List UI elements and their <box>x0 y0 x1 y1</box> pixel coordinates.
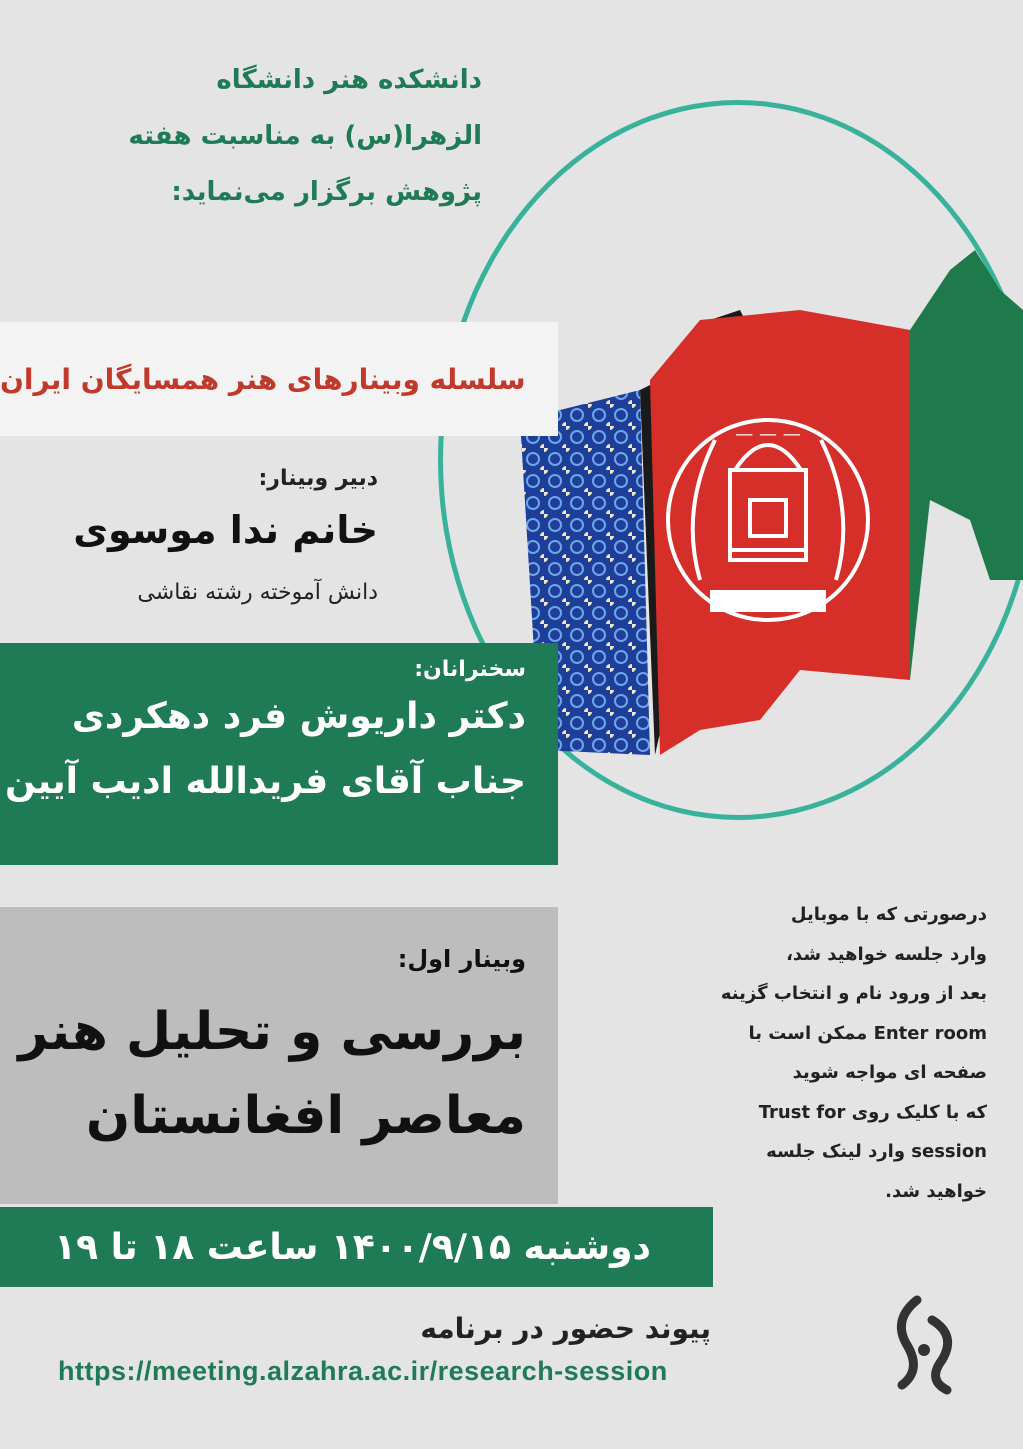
webinar-label: وبینار اول: <box>397 945 526 973</box>
series-title: سلسله وبینارهای هنر همسایگان ایران <box>0 362 526 396</box>
note-line: که با کلیک روی Trust for <box>758 1101 987 1123</box>
webinar-panel <box>0 907 558 1204</box>
date-time: دوشنبه ۱۴۰۰/۹/۱۵ ساعت ۱۸ تا ۱۹ <box>54 1226 651 1268</box>
intro-line-1: دانشکده هنر دانشگاه <box>216 65 482 95</box>
host-description: دانش آموخته رشته نقاشی <box>137 580 378 605</box>
link-label: پیوند حضور در برنامه <box>420 1312 711 1345</box>
svg-text:— — —: — — — <box>735 424 801 445</box>
meeting-link[interactable]: https://meeting.alzahra.ac.ir/research-session <box>58 1356 668 1386</box>
webinar-title-line-1: بررسی و تحلیل هنر <box>18 1002 526 1062</box>
intro-text <box>50 52 482 220</box>
university-logo <box>862 1290 992 1400</box>
note-line: صفحه ای مواجه شوید <box>792 1062 987 1083</box>
intro-line-2: الزهرا(س) به مناسبت هفته <box>128 121 482 151</box>
speakers-panel <box>0 643 558 865</box>
note-line: درصورتی که با موبایل <box>790 904 987 925</box>
host-label: دبیر وبینار: <box>258 466 378 491</box>
mobile-note <box>712 895 987 1211</box>
note-line: وارد جلسه خواهید شد، <box>786 943 987 965</box>
note-line: خواهید شد. <box>885 1180 987 1202</box>
speaker-name-2: جناب آقای فریدالله ادیب آیین <box>5 761 526 802</box>
afghanistan-flag-map-image <box>500 250 1023 770</box>
date-time-band <box>0 1207 713 1287</box>
speaker-name-1: دکتر داریوش فرد دهکردی <box>71 696 526 737</box>
note-line: Enter room ممکن است با <box>748 1022 987 1044</box>
host-name: خانم ندا موسوی <box>73 508 378 552</box>
speakers-label: سخنرانان: <box>414 657 526 682</box>
note-line: session وارد لینک جلسه <box>766 1141 987 1162</box>
intro-line-3: پژوهش برگزار می‌نماید: <box>171 177 482 207</box>
webinar-title-line-2: معاصر افغانستان <box>85 1086 526 1146</box>
series-title-band <box>0 322 558 436</box>
note-line: بعد از ورود نام و انتخاب گزینه <box>720 983 987 1004</box>
